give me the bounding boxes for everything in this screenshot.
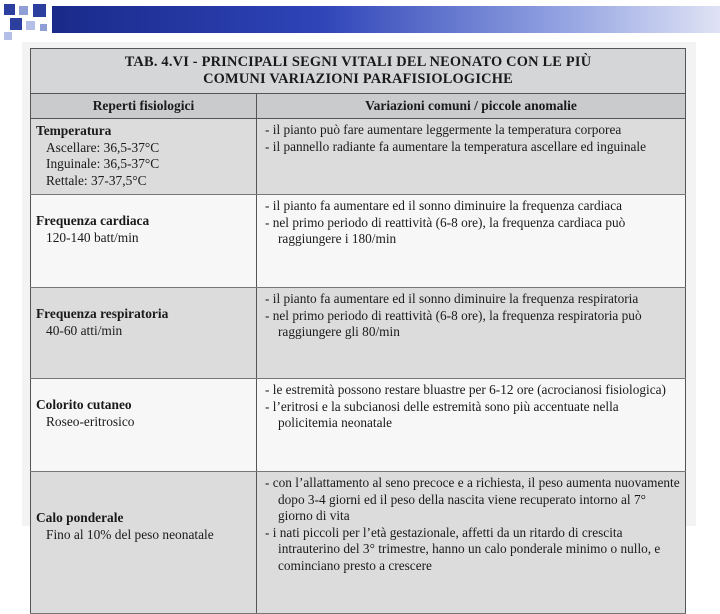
slide-top-bar bbox=[52, 6, 720, 33]
table-header-row bbox=[31, 94, 686, 119]
reperto-value: Ascellare: 36,5-37°C bbox=[46, 139, 160, 155]
header-reperti: Reperti fisiologici bbox=[31, 94, 257, 119]
cell-reperto bbox=[31, 119, 257, 195]
reperto-name: Frequenza cardiaca bbox=[36, 213, 150, 228]
table-title-line2: COMUNI VARIAZIONI PARAFISIOLOGICHE bbox=[203, 71, 513, 87]
table-row-frequenza-respiratoria bbox=[31, 288, 686, 379]
reperto-name: Colorito cutaneo bbox=[36, 397, 132, 412]
table-row-colorito-cutaneo bbox=[31, 379, 686, 472]
reperto-value: 40-60 atti/min bbox=[46, 322, 123, 338]
cell-reperto bbox=[31, 472, 257, 614]
variation-item: - i nati piccoli per l’età gestazionale, affetti da un ritardo di crescita intrauterino del 3° trimestre, hanno un calo ponderale minimo o nullo, e cominciano presto a crescere bbox=[265, 524, 661, 573]
cell-variazioni bbox=[257, 379, 686, 472]
cell-variazioni bbox=[257, 195, 686, 288]
reperto-value: Roseo-eritrosico bbox=[46, 413, 135, 429]
cell-variazioni bbox=[257, 472, 686, 614]
vital-signs-table bbox=[30, 93, 686, 614]
reperto-value: 120-140 batt/min bbox=[46, 229, 139, 245]
reperto-value: Rettale: 37-37,5°C bbox=[46, 172, 147, 188]
cell-reperto bbox=[31, 288, 257, 379]
cell-reperto bbox=[31, 379, 257, 472]
variation-item: - nel primo periodo di reattività (6-8 ore), la frequenza respiratoria può raggiungere gli 80/min bbox=[265, 307, 642, 339]
cell-variazioni bbox=[257, 288, 686, 379]
reperto-value: Fino al 10% del peso neonatale bbox=[46, 526, 214, 542]
header-variazioni: Variazioni comuni / piccole anomalie bbox=[257, 94, 686, 119]
table-row-calo-ponderale bbox=[31, 472, 686, 614]
variation-item: - con l’allattamento al seno precoce e a richiesta, il peso aumenta nuovamente dopo 3-4 giorni ed il peso della nascita viene recuperato intorno al 7° giorno di vita bbox=[265, 475, 680, 523]
table-title-line1: TAB. 4.VI - PRINCIPALI SEGNI VITALI DEL NEONATO CON LE PIÙ bbox=[124, 54, 592, 70]
variation-item: - il pianto può fare aumentare leggermente la temperatura corporea bbox=[265, 122, 622, 137]
variation-item: - il pianto fa aumentare ed il sonno diminuire la frequenza respiratoria bbox=[265, 291, 639, 306]
table-title bbox=[30, 48, 686, 94]
reperto-value: Inguinale: 36,5-37°C bbox=[46, 156, 160, 171]
variation-item: - l’eritrosi e la subcianosi delle estremità sono più accentuate nella policitemia neonatale bbox=[265, 398, 619, 430]
variation-item: - le estremità possono restare bluastre per 6-12 ore (acrocianosi fisiologica) bbox=[265, 382, 666, 397]
variation-item: - il pannello radiante fa aumentare la temperatura ascellare ed inguinale bbox=[265, 138, 646, 154]
cell-reperto bbox=[31, 195, 257, 288]
cell-variazioni bbox=[257, 119, 686, 195]
reperto-name: Temperatura bbox=[36, 123, 112, 138]
table-row-temperatura bbox=[31, 119, 686, 195]
reperto-name: Calo ponderale bbox=[36, 510, 124, 525]
reperto-name: Frequenza respiratoria bbox=[36, 306, 169, 321]
variation-item: - nel primo periodo di reattività (6-8 ore), la frequenza cardiaca può raggiungere i 180/min bbox=[265, 214, 626, 246]
variation-item: - il pianto fa aumentare ed il sonno diminuire la frequenza cardiaca bbox=[265, 198, 623, 213]
corner-squares-decoration bbox=[0, 0, 60, 40]
table-row-frequenza-cardiaca bbox=[31, 195, 686, 288]
